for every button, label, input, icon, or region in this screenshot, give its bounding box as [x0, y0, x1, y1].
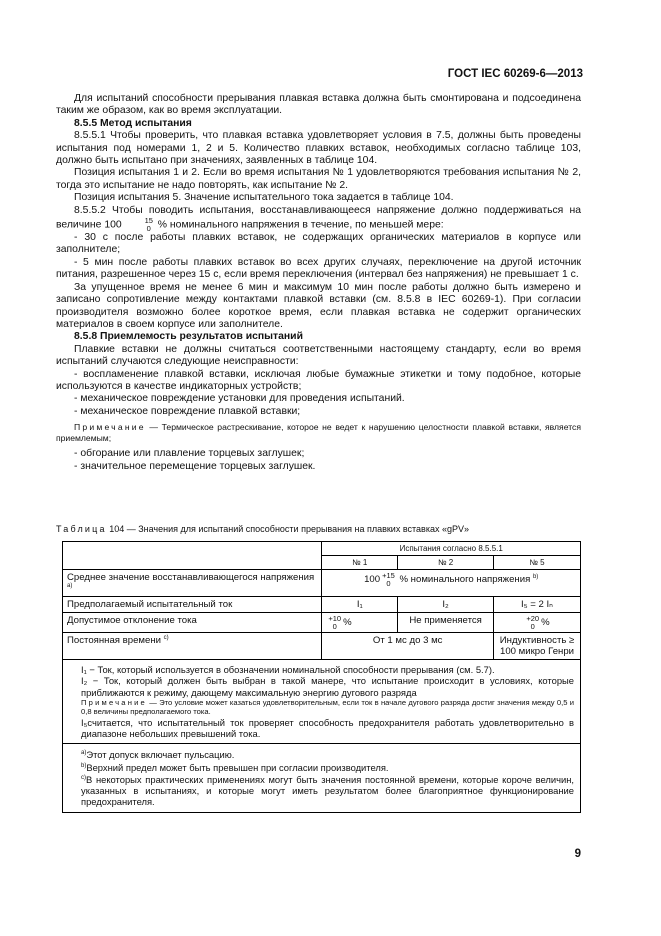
- footnote: $^{b)}$Верхний предел может быть превышен при согласии производителя.: [81, 761, 389, 773]
- paragraph: Позиция испытания 5. Значение испытательного тока задается в таблице 104.: [74, 192, 454, 204]
- table-footnotes: [63, 744, 581, 812]
- list-item: - значительное перемещение торцевых заглушек.: [74, 460, 316, 472]
- paragraph: 8.5.5.1 Чтобы проверить, что плавкая вставка удовлетворяет условия в 7.5, должны быть проведены испытания под номерами 1, 2 и 5. Количество плавких вставок, необходимых согласно таблице 103, должно быть испытано при значениях, заявленных в таблице 104.: [56, 130, 581, 167]
- table-group-header: Испытания согласно 8.5.5.1: [322, 542, 581, 556]
- table-col-header: № 5: [494, 556, 581, 570]
- list-item: - воспламенение плавкой вставки, исключая любые бумажные этикетки и тому подобное, которые используются в качестве индикаторных устройств;: [56, 368, 581, 392]
- note-text: — Термическое растрескивание, которое не ведет к нарушению целостности плавкой вставки, является приемлемым;: [56, 422, 581, 444]
- list-item: - 5 мин после работы плавких вставок во всех других случаях, переключение на другой источник питания, разрешенное через 15 с, если время переключения (интервал без напряжения) не превышает 1 с.: [56, 256, 581, 281]
- paragraph: Для испытаний способности прерывания плавкая вставка должна быть смонтирована и подсоединена таким же образом, как во время эксплуатации.: [56, 93, 581, 117]
- table-cell: +20 0 %: [494, 613, 581, 633]
- table-row-label: Среднее значение восстанавливающегося напряжения $^{a)}$: [63, 570, 322, 597]
- table-caption: Таблица 104 — Значения для испытаний способности прерывания на плавких вставках «gPV»: [56, 524, 469, 534]
- document-header: ГОСТ IEC 60269-6—2013: [447, 68, 583, 80]
- table-col-header: № 2: [398, 556, 494, 570]
- table-cell: I₁: [322, 597, 398, 613]
- table-cell: Не применяется: [398, 613, 494, 633]
- section-heading: 8.5.8 Приемлемость результатов испытаний: [74, 331, 303, 343]
- text-span: % номинального напряжения в течение, по меньшей мере:: [157, 219, 444, 231]
- section-heading: 8.5.5 Метод испытания: [74, 117, 192, 129]
- table-cell: I₅ = 2 Iₙ: [494, 597, 581, 613]
- table-cell: Индуктивность ≥ 100 микро Генри: [494, 633, 581, 660]
- table-note: I₁ − Ток, который используется в обозначении номинальной способности прерывания (см. 5.7).: [81, 664, 495, 676]
- list-item: - механическое повреждение плавкой вставки;: [74, 405, 301, 417]
- table-note: I₅считается, что испытательный ток проверяет способность предохранителя работать удовлетворительно в диапазоне небольших превышений тока.: [81, 716, 574, 739]
- note-label: Примечание: [74, 422, 146, 433]
- table-cell: I₂: [398, 597, 494, 613]
- paragraph: За упущенное время не менее 6 мин и максимум 10 мин после работы должно быть измерено и записано сопротивление между контактами плавкой вставки (см. 8.5.8 в IEC 60269-1). При согласии производителя возможно более короткое время, если плавкая вставка не содержит органических материалов в своем корпусе или заполнителе.: [56, 281, 581, 330]
- footnote: $^{c)}$В некоторых практических применениях могут быть значения постоянной времени, которые короче величин, указанных в испытаниях, и которые могут иметь результатом более благоприятное функционирование предохранителя.: [81, 773, 574, 808]
- paragraph: [56, 205, 581, 232]
- table-row-label: Предполагаемый испытательный ток: [63, 597, 322, 613]
- table-row-label: Постоянная времени $^{c)}$: [63, 633, 322, 660]
- note: [56, 422, 581, 444]
- list-item: - 30 с после работы плавких вставок, не содержащих органических материалов в корпусе или заполнителе;: [56, 232, 581, 256]
- table-col-header: № 1: [322, 556, 398, 570]
- table-note: I₂ − Ток, который должен быть выбран в такой манере, что испытание происходит в условиях, которые приближаются к режиму, дающему максимальную энергию дугового разряда: [81, 675, 574, 698]
- body-text: [56, 93, 581, 473]
- tolerance-fraction: 15 0: [144, 216, 153, 233]
- table-note: Примечание — Это условие может казаться удовлетворительным, если ток в начале дугового разряда достиг значения между 0,5 и 0,8 величины предполагаемого тока.: [81, 697, 574, 717]
- page-number: 9: [574, 848, 581, 860]
- list-item: - обгорание или плавление торцевых заглушек;: [74, 448, 305, 460]
- table-notes: [63, 660, 581, 744]
- paragraph: Плавкие вставки не должны считаться соответственными настоящему стандарту, если во время испытаний случаются следующие неисправности:: [56, 343, 581, 368]
- values-table: [62, 541, 581, 813]
- table-corner-cell: [63, 542, 322, 570]
- table-cell: От 1 мс до 3 мс: [322, 633, 494, 660]
- list-item: - механическое повреждение установки для проведения испытаний.: [74, 393, 405, 405]
- footnote: $^{a)}$Этот допуск включает пульсацию.: [81, 749, 235, 761]
- table-cell: +10 0 %: [322, 613, 398, 633]
- table-row-label: Допустимое отклонение тока: [63, 613, 322, 633]
- text-span: 8.5.5.2 Чтобы поводить испытания, восстанавливающееся напряжение должно поддерживаться на величине 100: [56, 204, 581, 231]
- paragraph: Позиция испытания 1 и 2. Если во время испытания № 1 удовлетворяются требования испытания № 2, тогда это испытание не надо повторять, как испытание № 2.: [56, 167, 581, 191]
- table-cell: 100 +15 0 % номинального напряжения $^{b)}$: [322, 570, 581, 597]
